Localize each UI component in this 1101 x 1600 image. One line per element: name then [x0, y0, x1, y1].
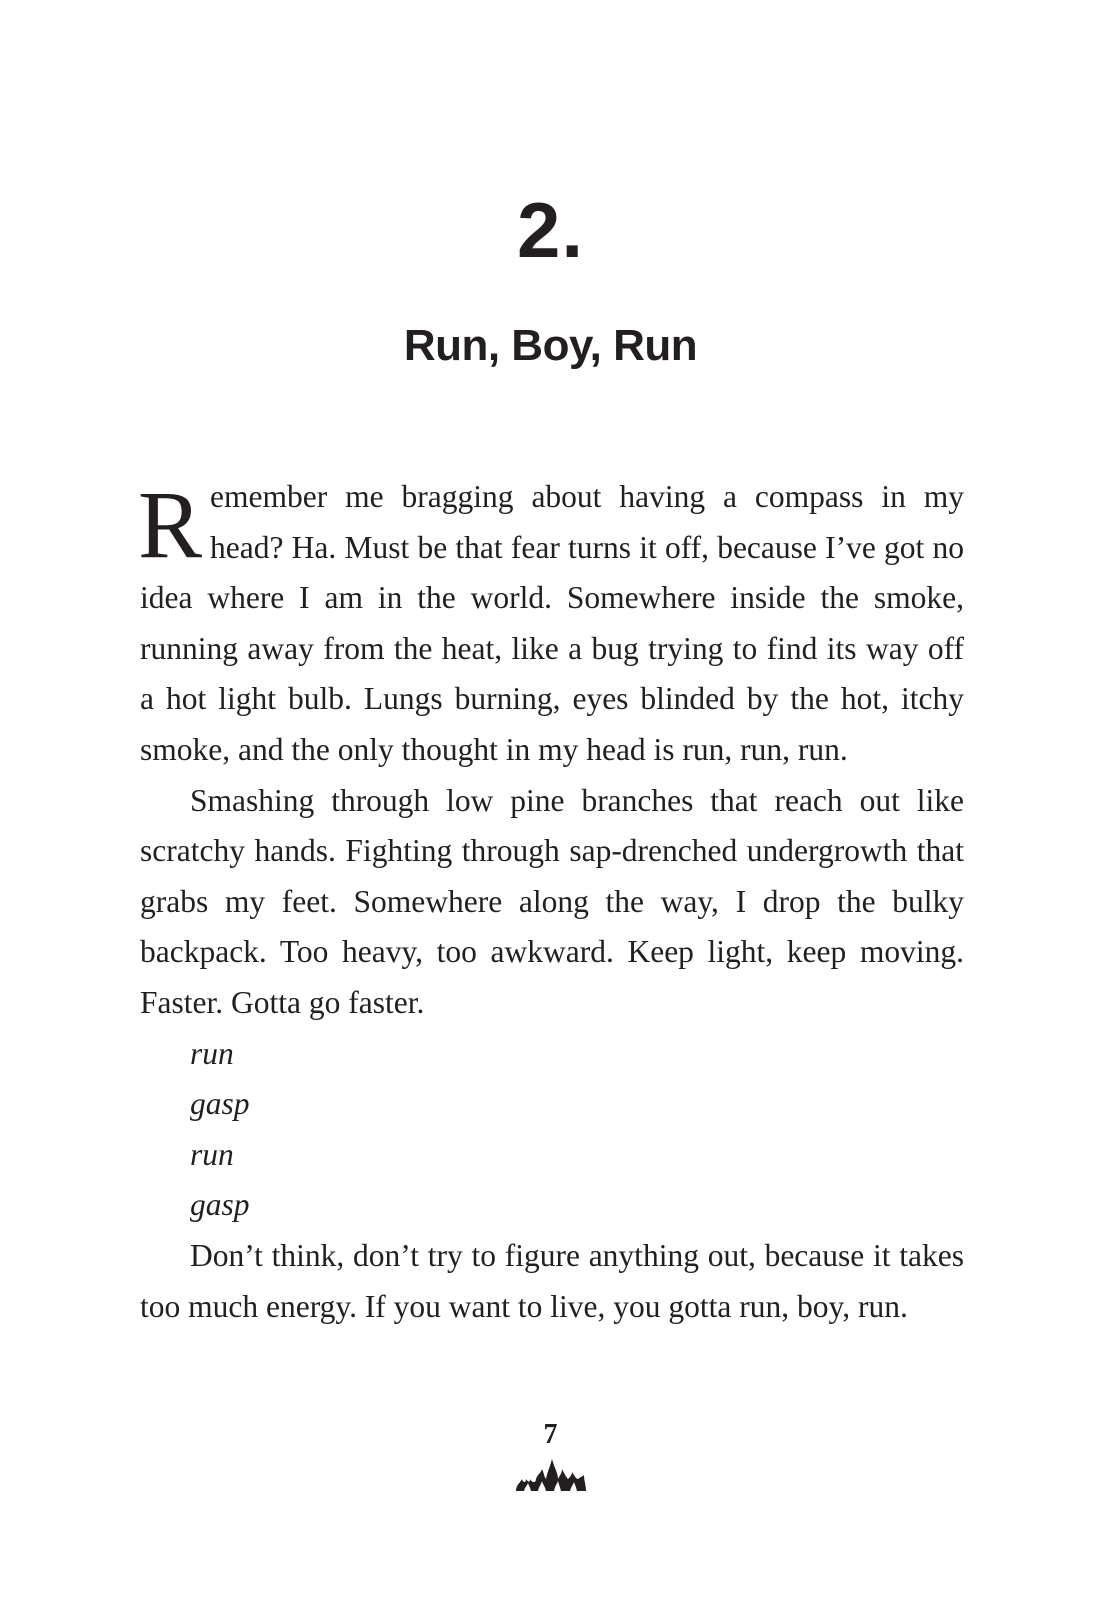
flame-icon — [514, 1455, 588, 1493]
italic-line-run-2: run — [190, 1136, 234, 1172]
italic-line-run-1: run — [190, 1035, 234, 1071]
chapter-title: Run, Boy, Run — [403, 321, 698, 370]
italic-line-gasp-2: gasp — [190, 1187, 250, 1223]
chapter-number: 2. — [516, 186, 585, 274]
paragraph-3: Don’t think, don’t try to figure anything out, because it takes too much energy. If you want to live, you gotta run, boy, run. — [140, 1237, 964, 1324]
chapter-body — [140, 472, 964, 1332]
paragraph-1-text: emember me bragging about having a compass in my head? Ha. Must be that fear turns it off, because I’ve got no idea where I am in the world. Somewhere inside the smoke, running away from the heat, like a bug trying to find its way off a hot light bulb. Lungs burning, eyes blinded by the hot, itchy smoke, and the only thought in my head is run, run, run. — [140, 479, 964, 767]
italic-line-gasp-1: gasp — [190, 1086, 250, 1122]
drop-cap: R — [138, 471, 203, 578]
paragraph-1 — [140, 472, 964, 776]
paragraph-2: Smashing through low pine branches that reach out like scratchy hands. Fighting through sap-drenched undergrowth that grabs my feet. Somewhere along the way, I drop the bulky backpack. Too heavy, too awkward. Keep light, keep moving. Faster. Gotta go faster. — [140, 782, 964, 1020]
page-number: 7 — [543, 1419, 558, 1450]
